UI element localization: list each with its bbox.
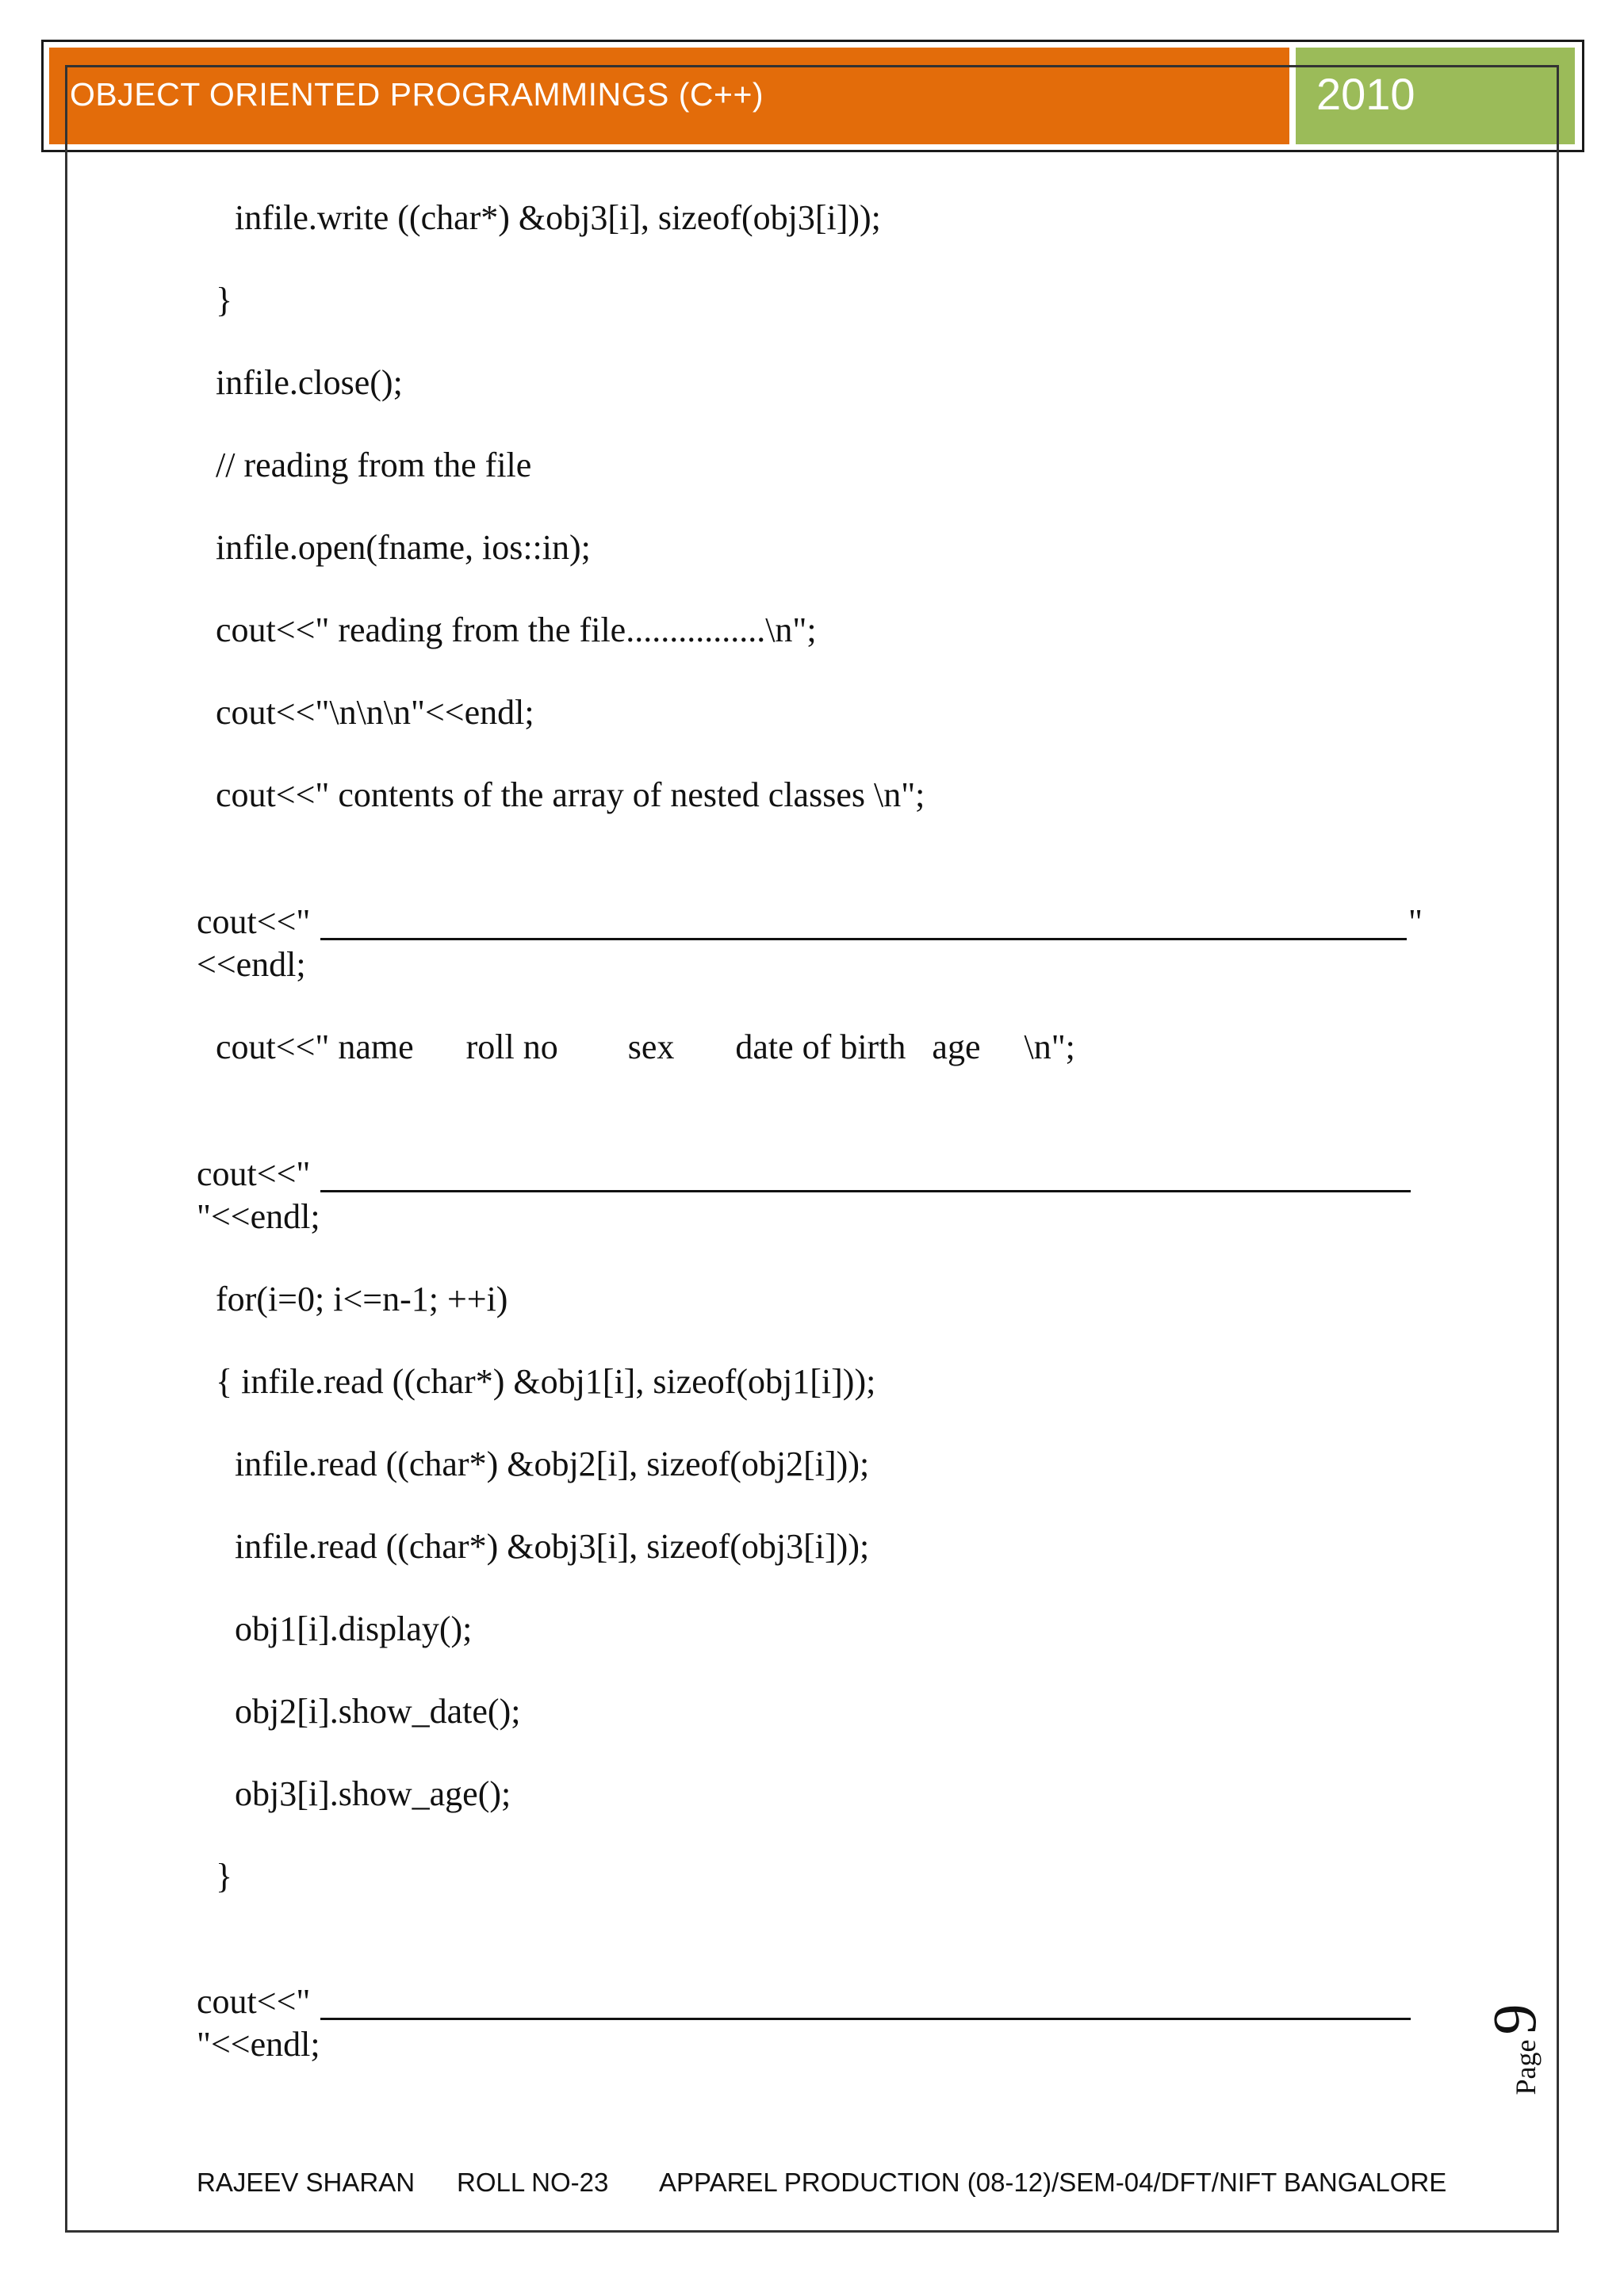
underscore-rule: [320, 2018, 1411, 2020]
code-line: // reading from the file: [216, 446, 532, 484]
code-line: obj1[i].display();: [235, 1609, 473, 1648]
code-line: cout<<"\n\n\n"<<endl;: [216, 693, 534, 732]
code-line: for(i=0; i<=n-1; ++i): [216, 1280, 508, 1318]
footer-course: APPAREL PRODUCTION (08-12)/SEM-04/DFT/NIFT BANGALORE: [659, 2168, 1447, 2197]
page-number-value: 9: [1480, 2003, 1549, 2035]
code-line: cout<<": [197, 1154, 311, 1193]
footer-roll: ROLL NO-23: [457, 2168, 609, 2197]
code-line: infile.write ((char*) &obj3[i], sizeof(obj3[i]));: [235, 198, 881, 237]
code-line: infile.read ((char*) &obj2[i], sizeof(obj2[i]));: [235, 1445, 870, 1483]
document-year: 2010: [1316, 69, 1415, 119]
code-line: obj2[i].show_date();: [235, 1692, 521, 1731]
footer-author: RAJEEV SHARAN: [197, 2168, 416, 2197]
code-line: infile.close();: [216, 363, 403, 402]
code-line: }: [216, 281, 233, 320]
code-line: infile.open(fname, ios::in);: [216, 528, 591, 567]
code-line: "<<endl;: [197, 2025, 320, 2064]
code-line: { infile.read ((char*) &obj1[i], sizeof(obj1[i]));: [216, 1362, 876, 1401]
code-line: cout<<" contents of the array of nested classes \n";: [216, 775, 925, 814]
page-number: [1479, 1994, 1598, 2105]
document-title: OBJECT ORIENTED PROGRAMMINGS (C++): [70, 76, 764, 113]
underscore-rule: [320, 938, 1407, 940]
code-line: ": [1408, 902, 1423, 941]
code-line: cout<<": [197, 902, 311, 941]
code-line: obj3[i].show_age();: [235, 1774, 511, 1813]
page-label: Page: [1510, 2039, 1542, 2095]
code-line: cout<<" reading from the file................\n";: [216, 610, 817, 649]
underscore-rule: [320, 1190, 1411, 1192]
code-line: <<endl;: [197, 945, 306, 984]
code-line: cout<<": [197, 1982, 311, 2021]
code-line: "<<endl;: [197, 1197, 320, 1236]
code-line: cout<<" name roll no sex date of birth age \n";: [216, 1027, 1075, 1066]
code-line: }: [216, 1857, 233, 1896]
code-line: infile.read ((char*) &obj3[i], sizeof(obj3[i]));: [235, 1527, 870, 1566]
